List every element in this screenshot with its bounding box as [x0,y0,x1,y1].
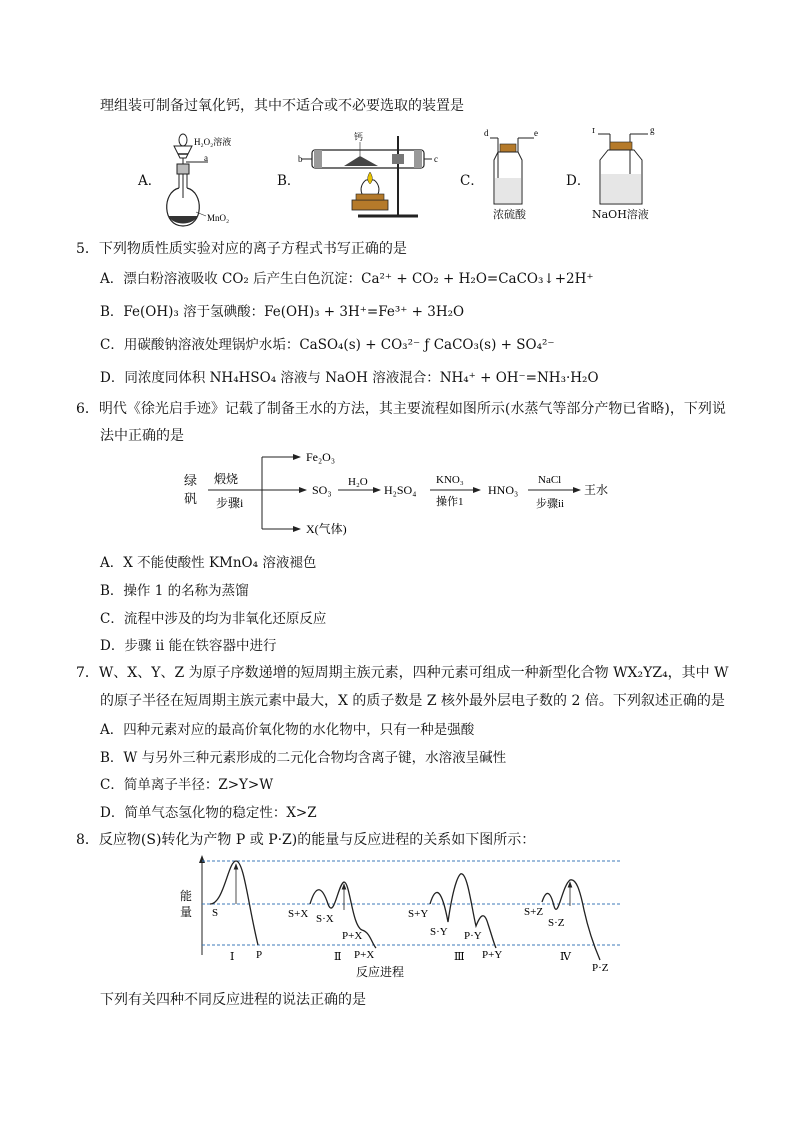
apparatus-c-caption: 浓硫酸 [493,208,526,221]
apparatus-a-letter: A． [138,173,162,189]
apparatus-a-h2o2-label: H₂O₂溶液 [194,137,232,147]
energy-I-S: S [212,907,219,919]
apparatus-d-letter: D． [566,173,591,189]
q5-stem: 5．下列物质性质实验对应的离子方程式书写正确的是 [76,241,407,257]
flow-hno3: HNO₃ [488,483,519,497]
flow-op1: 操作1 [436,496,464,508]
apparatus-b-letter: B． [277,173,301,189]
q7-stem-line1: 7．W、X、Y、Z 为原子序数递增的短周期主族元素，四种元素可组成一种新型化合物 WX₂YZ₄，其中 W [76,665,729,681]
apparatus-d-caption: NaOH溶液 [592,208,649,221]
q8-stem: 8．反应物(S)转化为产物 P 或 P·Z)的能量与反应进程的关系如下图所示： [76,832,536,848]
apparatus-a-mno2-label: MnO₂ [207,213,230,223]
flow-h2so4: H₂SO₄ [384,483,417,497]
q6-stem-line1: 6．明代《徐光启手迹》记载了制备王水的方法，其主要流程如图所示(水蒸气等部分产物已省略)，下列说 [76,401,726,417]
flow-kno3: KNO₃ [436,474,464,486]
intro-text: 理组装可制备过氧化钙，其中不适合或不必要选取的装置是 [100,98,464,114]
energy-I-P: P [256,949,263,961]
energy-II-roman: Ⅱ [334,951,342,963]
energy-III-SdY: S·Y [430,926,448,938]
q7-option-d: D．简单气态氢化物的稳定性：X>Z [100,805,317,821]
q5-option-c: C．用碳酸钠溶液处理锅炉水垢：CaSO₄(s) + CO₃²⁻ ƒ CaCO₃(s) + SO₄²⁻ [100,337,555,353]
flow-x-gas: X(气体) [306,522,347,536]
q5-option-d: D．同浓度同体积 NH₄HSO₄ 溶液与 NaOH 溶液混合：NH₄⁺ + OH⁻=NH₃·H₂O [100,370,599,386]
apparatus-b-ca-label: 钙 [354,132,364,142]
apparatus-d-g-label: g [650,128,655,135]
flow-step2: 步骤ii [536,498,565,510]
q7-option-a: A．四种元素对应的最高价氧化物的水化物中，只有一种是强酸 [100,722,475,738]
energy-IV-SZ: S+Z [524,906,544,918]
energy-III-SY: S+Y [408,908,429,920]
apparatus-b-tube-burner-diagram [298,128,446,224]
energy-II-SX: S+X [288,908,309,920]
energy-axis-label-1: 能 [180,889,193,903]
energy-IV-SdZ: S·Z [548,917,565,929]
energy-IV-PdZ: P·Z [592,962,609,974]
q8-energy-diagram [172,850,632,980]
flow-so3: SO₃ [312,483,332,497]
flow-fe2o3: Fe₂O₃ [306,450,336,464]
q5-option-a: A．漂白粉溶液吸收 CO₂ 后产生白色沉淀：Ca²⁺ + CO₂ + H₂O=CaCO₃↓+2H⁺ [100,271,594,287]
q6-option-d: D．步骤 ii 能在铁容器中进行 [100,638,277,654]
apparatus-d-f-label: f [592,128,595,135]
energy-III-roman: Ⅲ [454,951,465,963]
q7-stem-line2: 的原子半径在短周期主族元素中最大，X 的质子数是 Z 核外最外层电子数的 2 倍。下列叙述正确的是 [100,693,725,709]
energy-II-PX1: P+X [342,930,363,942]
flow-green-vitriol-1: 绿 [184,473,198,488]
flow-nacl: NaCl [538,474,562,486]
apparatus-c-e-label: e [534,128,538,138]
energy-IV-roman: Ⅳ [560,951,571,963]
q7-option-b: B．W 与另外三种元素形成的二元化合物均含离子键，水溶液呈碱性 [100,750,507,766]
energy-x-axis-label: 反应进程 [356,965,405,979]
energy-II-PX2: P+X [354,949,375,961]
apparatus-c-letter: C． [460,173,484,189]
apparatus-c-d-label: d [484,128,489,138]
q6-option-b: B．操作 1 的名称为蒸馏 [100,583,249,599]
energy-III-PY: P+Y [482,949,503,961]
q6-stem-line2: 法中正确的是 [100,428,184,444]
q7-option-c: C．简单离子半径：Z>Y>W [100,777,274,793]
energy-I-roman: Ⅰ [230,951,235,963]
apparatus-b-c-label: c [434,154,438,164]
energy-II-SdX: S·X [316,913,334,925]
q5-option-b: B．Fe(OH)₃ 溶于氢碘酸：Fe(OH)₃ + 3H⁺=Fe³⁺ + 3H₂O [100,304,465,320]
apparatus-b-b-label: b [298,154,303,164]
apparatus-a-flask-diagram [160,128,242,230]
q6-option-c: C．流程中涉及的均为非氧化还原反应 [100,611,327,627]
flow-green-vitriol-2: 矾 [184,491,198,506]
flow-product: 王水 [584,483,609,497]
apparatus-c-bottle-diagram [484,128,544,208]
flow-h2o: H₂O [348,476,368,488]
flow-step1-top: 煅烧 [214,472,239,486]
energy-axis-label-2: 量 [180,905,193,919]
q6-option-a: A．X 不能使酸性 KMnO₄ 溶液褪色 [100,555,317,571]
q6-flow-diagram [180,445,620,543]
apparatus-d-bottle-diagram [592,128,662,208]
q8-followup: 下列有关四种不同反应进程的说法正确的是 [100,992,366,1008]
apparatus-a-a-label: a [204,153,208,163]
flow-step1-bottom: 步骤i [216,496,244,510]
energy-III-PdY: P·Y [464,930,482,942]
